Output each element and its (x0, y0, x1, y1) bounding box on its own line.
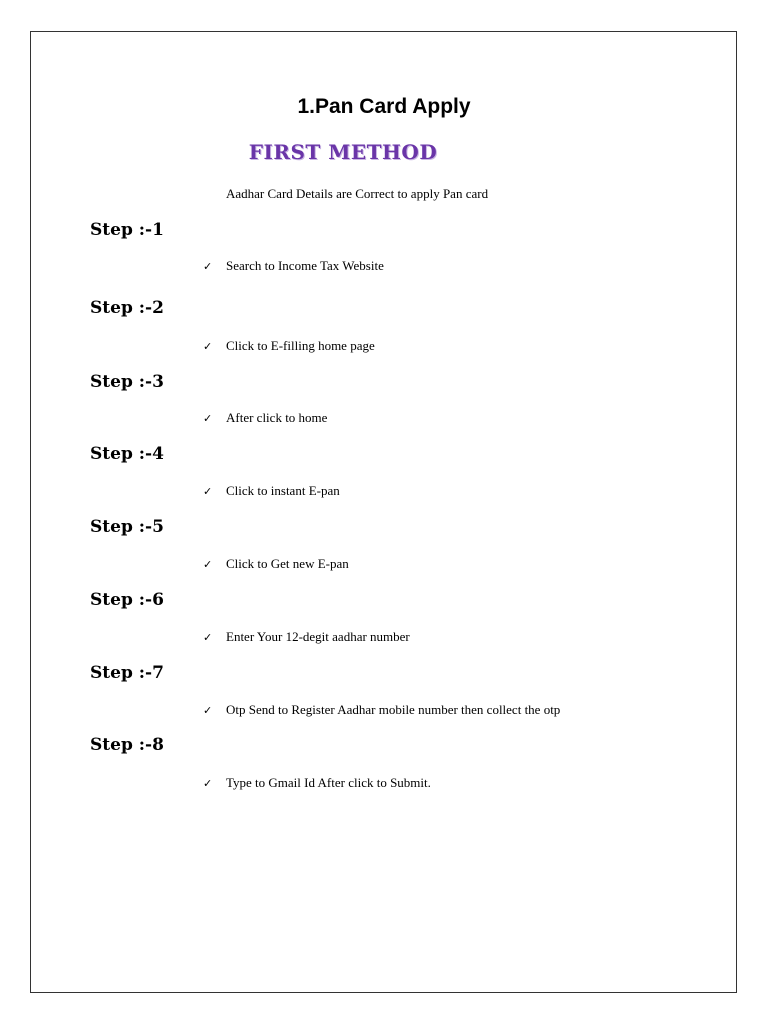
checkmark-icon: ✓ (203, 558, 213, 571)
step-item-text: After click to home (226, 410, 328, 425)
step-item-text: Click to instant E-pan (226, 483, 340, 498)
step-item-1 (203, 258, 384, 274)
step-item-6 (203, 629, 410, 645)
checkmark-icon: ✓ (203, 412, 213, 425)
step-heading-8: Step :-8 (90, 735, 164, 755)
page-border (30, 31, 737, 993)
step-item-text: Click to E-filling home page (226, 338, 375, 353)
step-item-3 (203, 410, 327, 426)
step-item-5 (203, 556, 349, 572)
step-item-8 (203, 775, 431, 791)
checkmark-icon: ✓ (203, 777, 213, 790)
checkmark-icon: ✓ (203, 704, 213, 717)
document-title: 1.Pan Card Apply (297, 95, 471, 118)
step-heading-7: Step :-7 (90, 663, 164, 683)
checkmark-icon: ✓ (203, 631, 213, 644)
step-item-text: Enter Your 12-degit aadhar number (226, 629, 410, 644)
step-heading-4: Step :-4 (90, 444, 164, 464)
checkmark-icon: ✓ (203, 260, 213, 273)
step-heading-3: Step :-3 (90, 372, 164, 392)
step-item-text: Search to Income Tax Website (226, 258, 384, 273)
intro-text: Aadhar Card Details are Correct to apply Pan card (226, 186, 489, 201)
step-item-text: Otp Send to Register Aadhar mobile number then collect the otp (226, 702, 561, 717)
method-subtitle: FIRST METHOD (248, 140, 438, 164)
step-item-2 (203, 338, 375, 354)
step-item-4 (203, 483, 340, 499)
step-heading-2: Step :-2 (90, 298, 164, 318)
checkmark-icon: ✓ (203, 340, 213, 353)
step-heading-5: Step :-5 (90, 517, 164, 537)
step-item-text: Type to Gmail Id After click to Submit. (226, 775, 431, 790)
step-item-7 (203, 702, 560, 718)
step-heading-6: Step :-6 (90, 590, 164, 610)
step-heading-1: Step :-1 (90, 220, 164, 240)
checkmark-icon: ✓ (203, 485, 213, 498)
step-item-text: Click to Get new E-pan (226, 556, 349, 571)
